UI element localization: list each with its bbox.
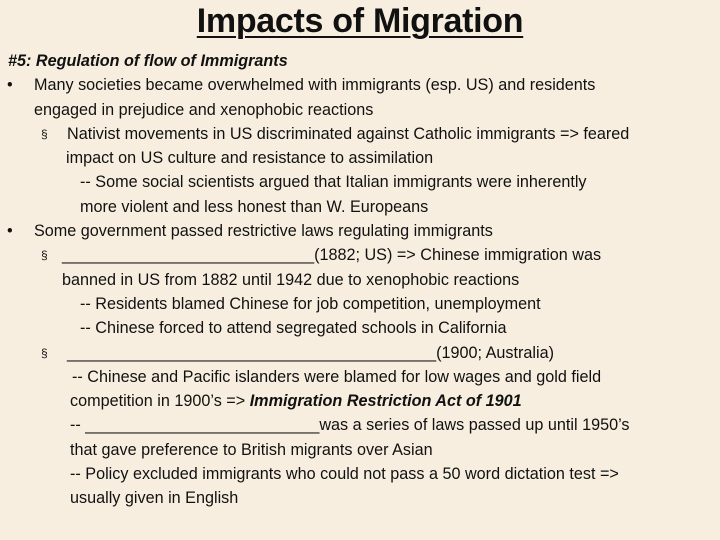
square-marker: § xyxy=(41,126,48,141)
bullet-marker: • xyxy=(7,222,13,241)
slide-title: Impacts of Migration xyxy=(196,2,524,40)
square-marker: § xyxy=(41,248,48,263)
competition-text: competition in 1900’s => xyxy=(70,392,250,411)
act-name: Immigration Restriction Act of 1901 xyxy=(249,392,522,411)
dash-dictation-test: -- Policy excluded immigrants who could not pass a 50 word dictation test => xyxy=(70,465,619,484)
bullet-overwhelmed-cont: engaged in prejudice and xenophobic reactions xyxy=(34,100,374,119)
dash-dictation-test-cont: usually given in English xyxy=(70,489,239,508)
section-heading: #5: Regulation of flow of Immigrants xyxy=(8,52,288,70)
bullet-marker: • xyxy=(7,76,13,95)
subbullet-nativist xyxy=(0,122,720,146)
dash-series-of-laws: -- __________________________was a series of laws passed up until 1950’s xyxy=(70,416,630,435)
subbullet-us-1882 xyxy=(0,243,720,267)
dash-italian: -- Some social scientists argued that Italian immigrants were inherently xyxy=(80,173,587,192)
bullet-overwhelmed xyxy=(0,73,720,97)
dash-series-of-laws-cont: that gave preference to British migrants over Asian xyxy=(70,440,433,459)
subbullet-text: _________________________________________(1900; Australia) xyxy=(67,343,554,362)
subbullet-text: ____________________________(1882; US) => Chinese immigration was xyxy=(62,246,602,265)
bullet-restrictive-laws xyxy=(0,219,720,243)
bullet-text: Many societies became overwhelmed with immigrants (esp. US) and residents xyxy=(34,76,596,95)
square-marker: § xyxy=(41,345,48,360)
subbullet-text: Nativist movements in US discriminated against Catholic immigrants => feared xyxy=(67,124,630,143)
bullet-text: Some government passed restrictive laws regulating immigrants xyxy=(34,222,493,241)
dash-segregated-schools: -- Chinese forced to attend segregated schools in California xyxy=(80,319,507,338)
subbullet-us-1882-cont: banned in US from 1882 until 1942 due to xenophobic reactions xyxy=(62,270,520,289)
dash-job-competition: -- Residents blamed Chinese for job competition, unemployment xyxy=(80,294,541,313)
subbullet-australia-1900 xyxy=(0,341,720,365)
dash-pacific-islanders: -- Chinese and Pacific islanders were blamed for low wages and gold field xyxy=(72,367,602,386)
dash-pacific-islanders-cont xyxy=(0,389,720,413)
slide-content xyxy=(0,49,720,511)
dash-italian-cont: more violent and less honest than W. Europeans xyxy=(80,197,429,216)
subbullet-nativist-cont: impact on US culture and resistance to assimilation xyxy=(66,149,434,168)
